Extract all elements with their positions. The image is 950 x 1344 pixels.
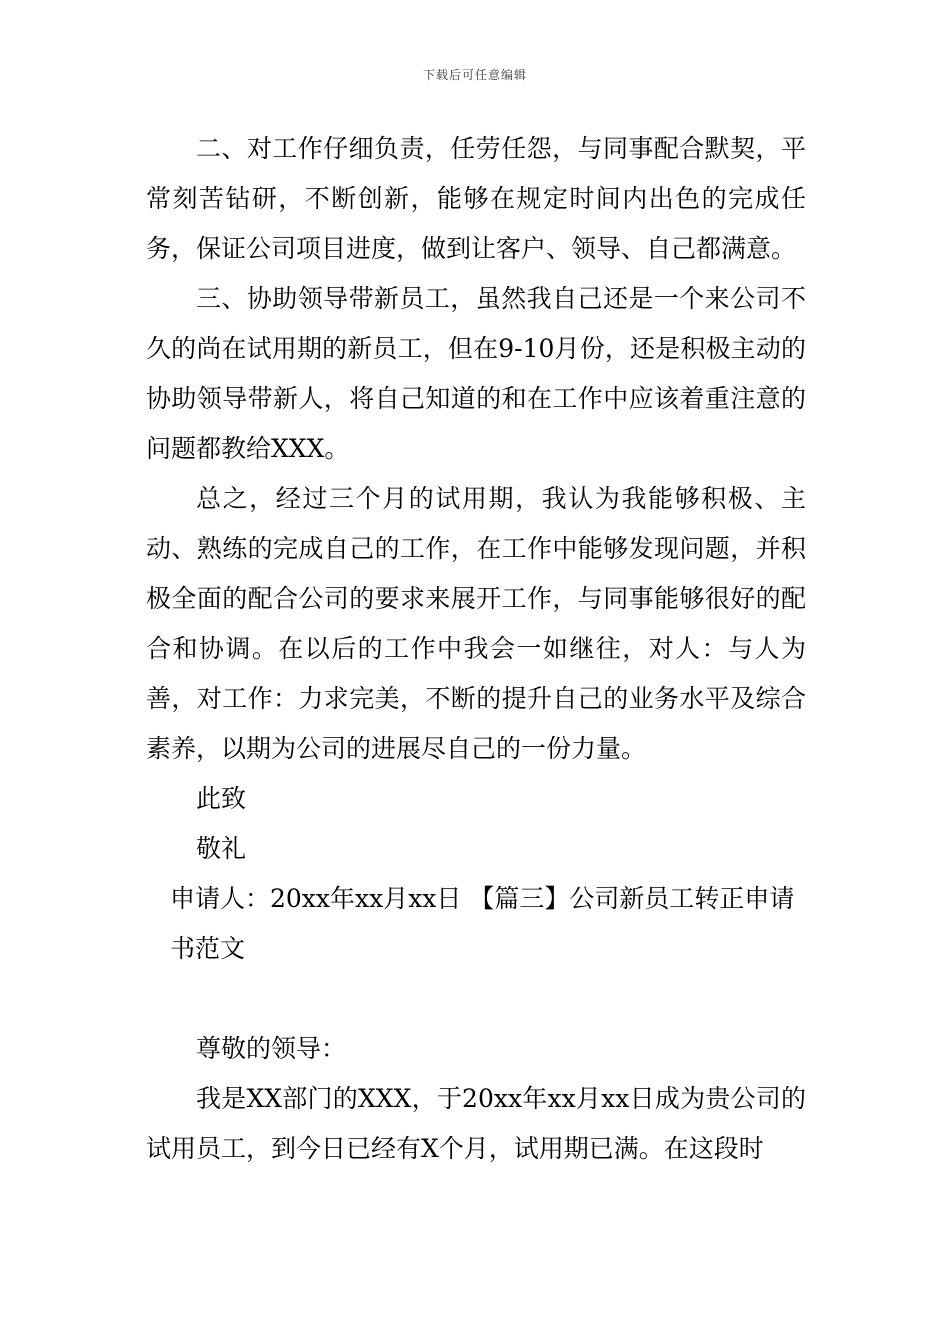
paragraph-two: 二、对工作仔细负责，任劳任怨，与同事配合默契，平常刻苦钻研，不断创新，能够在规定时间内出色的完成任务，保证公司项目进度，做到让客户、领导、自己都满意。 <box>146 134 806 263</box>
paragraph-summary: 总之，经过三个月的试用期，我认为我能够积极、主动、熟练的完成自己的工作，在工作中能够发现问题，并积极全面的配合公司的要求来展开工作，与同事能够很好的配合和协调。在以后的工作中我会一如继往，对人：与人为善，对工作：力求完美，不断的提升自己的业务水平及综合素养，以期为公司的进展尽自己的一份力量。 <box>146 484 806 763</box>
paragraph-intro: 我是XX部门的XXX，于20xx年xx月xx日成为贵公司的试用员工，到今日已经有X个月，试用期已满。在这段时 <box>146 1084 806 1163</box>
document-body <box>146 124 806 1174</box>
paragraph-three: 三、协助领导带新员工，虽然我自己还是一个来公司不久的尚在试用期的新员工，但在9-10月份，还是积极主动的协助领导带新人，将自己知道的和在工作中应该着重注意的问题都教给XXX。 <box>146 284 806 463</box>
blank-line <box>146 974 806 1024</box>
closing-line-2: 敬礼 <box>196 834 247 863</box>
applicant-line: 申请人：20xx年xx月xx日 【篇三】公司新员工转正申请书范文 <box>170 884 795 963</box>
page-header-note: 下载后可任意编辑 <box>422 68 527 82</box>
salutation: 尊敬的领导： <box>196 1034 347 1063</box>
closing-line-1: 此致 <box>196 784 247 813</box>
